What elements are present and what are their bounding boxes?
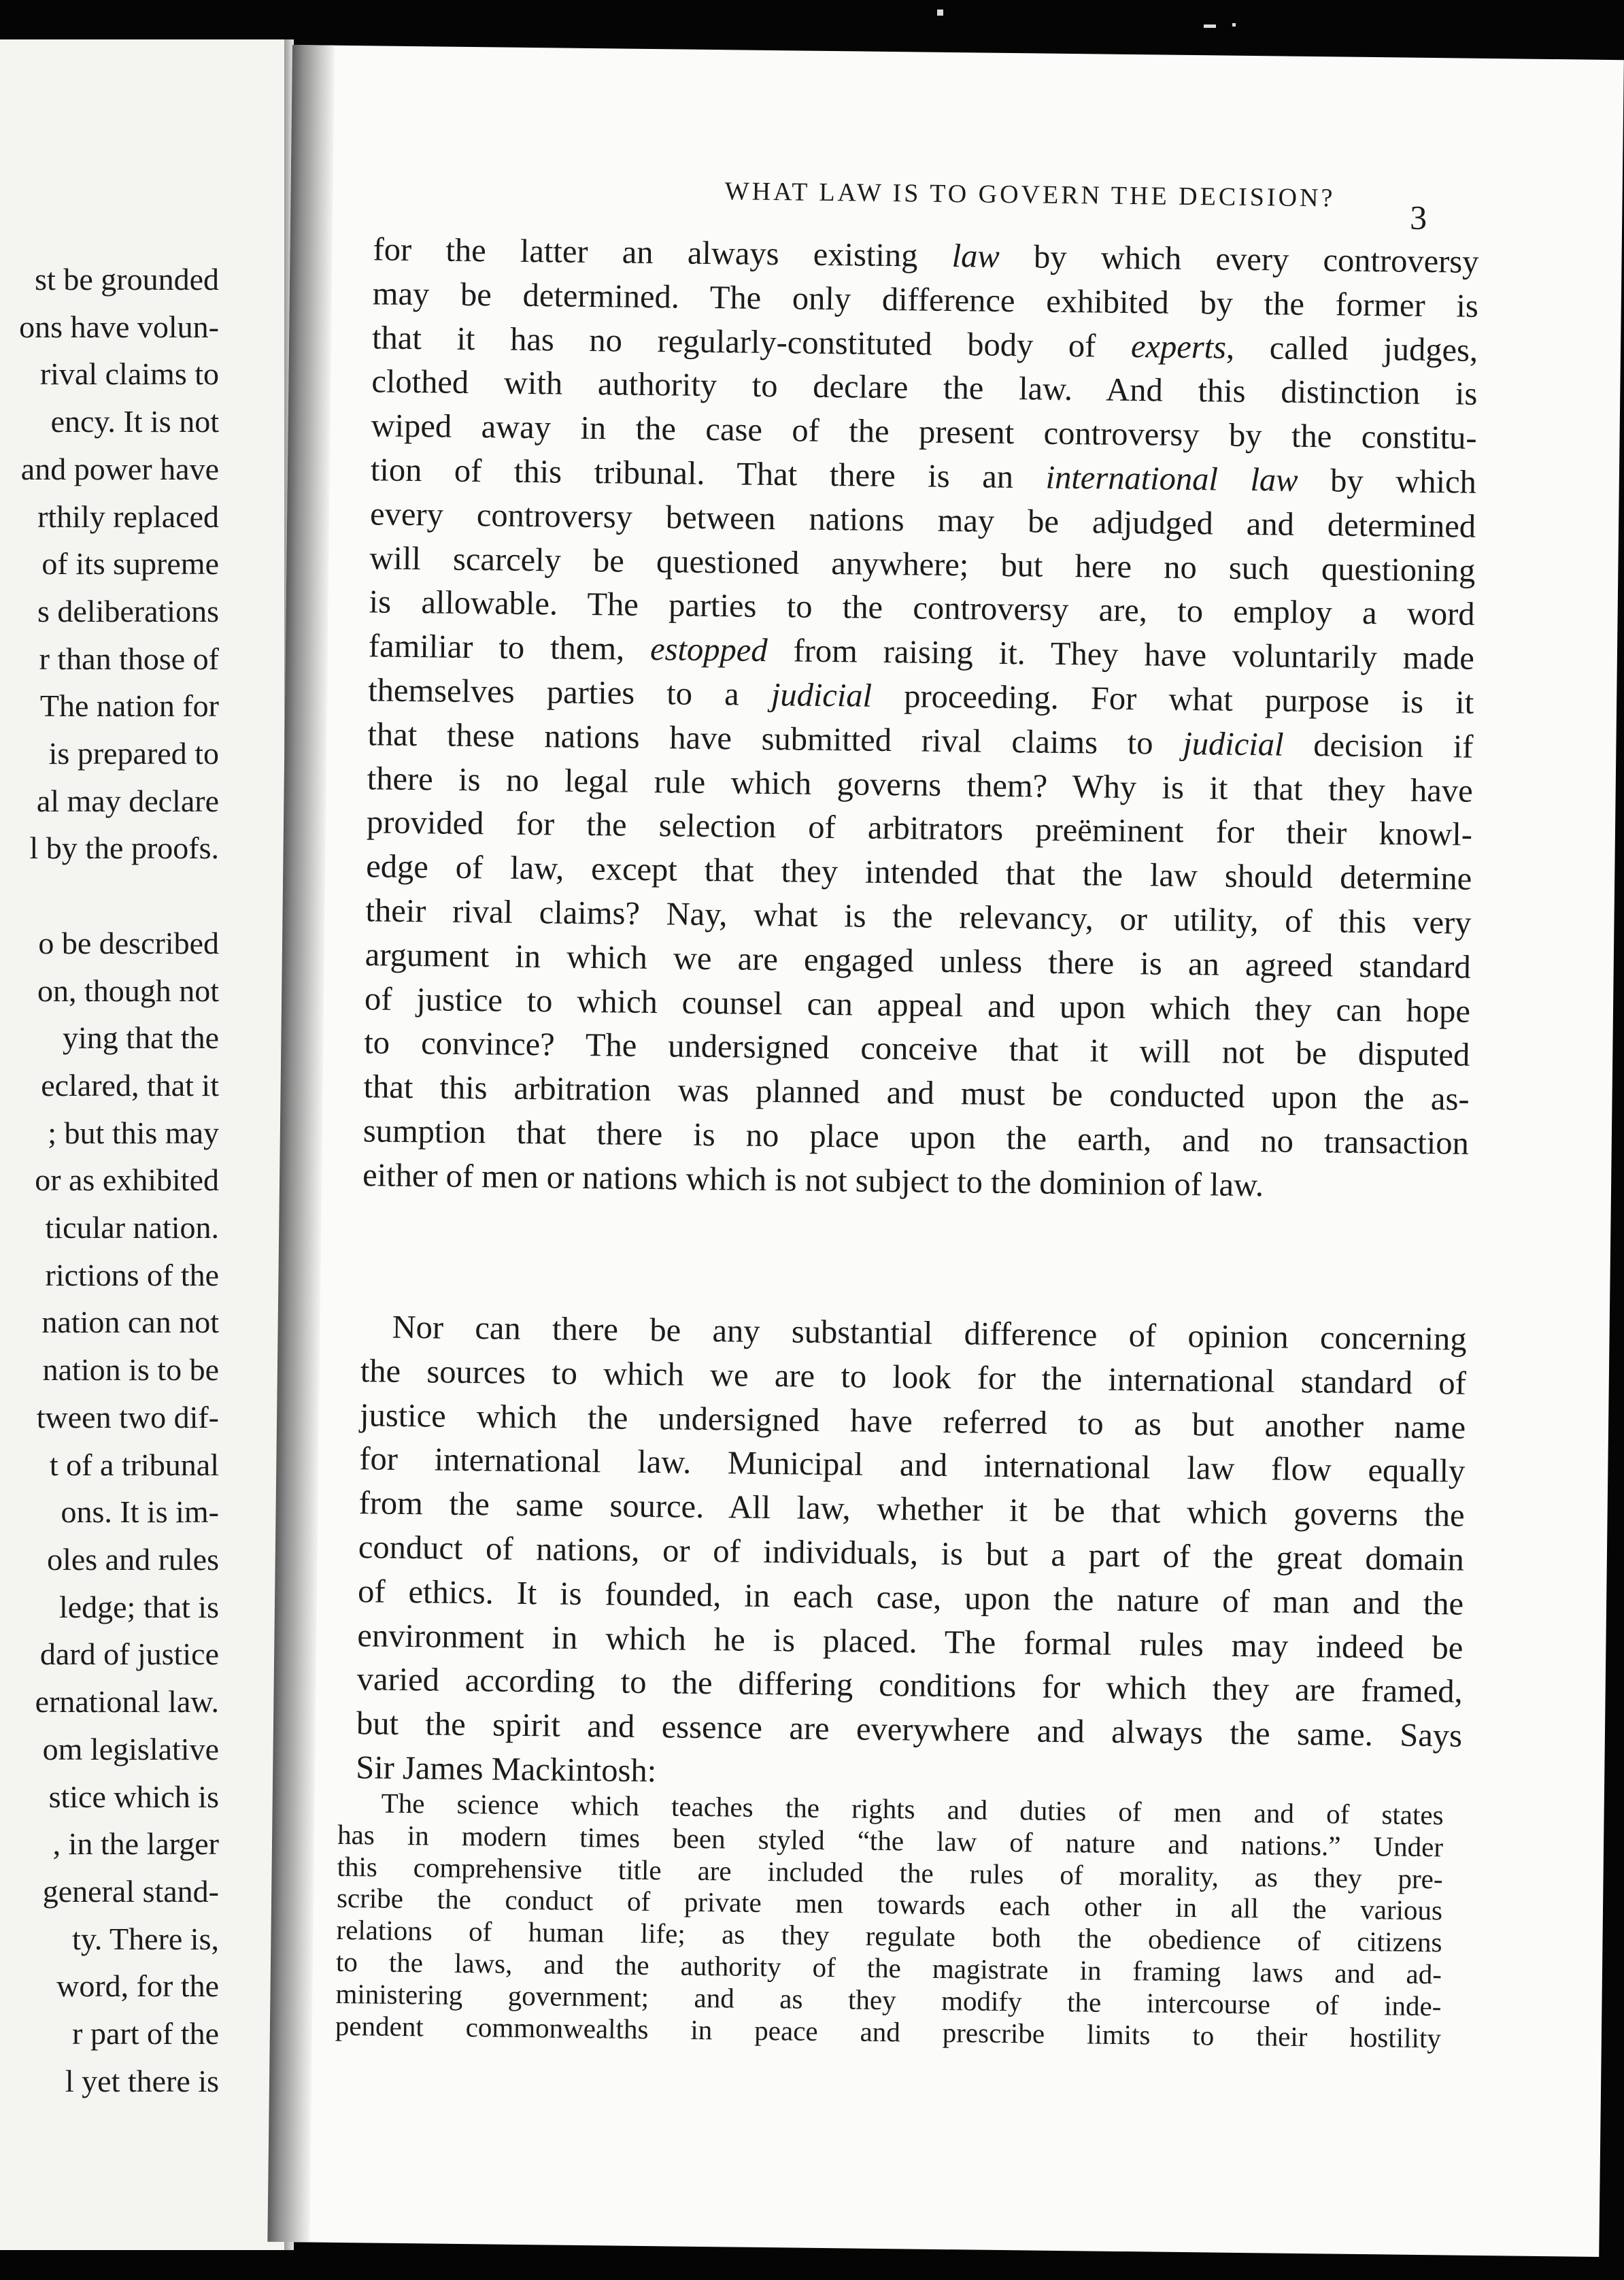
italic-term: international law: [1045, 459, 1298, 499]
facing-page-line: is prepared to: [48, 736, 219, 771]
facing-page-line: rthily replaced: [37, 499, 219, 534]
facing-page-line: eclared, that it: [41, 1067, 219, 1103]
text-run: themselves parties to a: [367, 672, 772, 714]
text-line: Sir James Mackintosh:: [355, 1749, 657, 1790]
facing-page-line: tween two dif-: [36, 1399, 219, 1435]
facing-page-line: om legislative: [42, 1731, 219, 1766]
text-line: of ethics. It is founded, in each case, upon the nature of man and the: [357, 1573, 1464, 1622]
scan-speck: [937, 10, 943, 16]
text-run: by which every controversy: [999, 238, 1479, 280]
quote-line: ministering government; and as they modify the intercourse of inde-: [335, 1977, 1442, 2022]
quote-line: to the laws, and the authority of the magistrate in framing laws and ad-: [335, 1945, 1442, 1990]
block-quote: [335, 1787, 1444, 2054]
facing-page-left: [0, 39, 284, 2250]
facing-page-line: word, for the: [56, 1968, 219, 2004]
facing-page-line: oles and rules: [47, 1541, 219, 1577]
facing-page-line: ledge; that is: [58, 1589, 219, 1624]
facing-page-line: rival claims to: [39, 356, 219, 392]
facing-page-line: The nation for: [39, 688, 219, 724]
text-run: decision if: [1283, 726, 1474, 765]
text-run: from raising it. They have voluntarily made: [767, 633, 1475, 677]
text-run: to convince? The undersigned conceive that it will not be disputed: [364, 1024, 1470, 1074]
text-run: that these nations have submitted rival claims to: [367, 716, 1183, 762]
page-number: 3: [1409, 198, 1427, 237]
facing-page-line: s deliberations: [37, 593, 219, 628]
facing-page-line: on, though not: [37, 973, 219, 1008]
facing-page-line: of its supreme: [41, 546, 219, 582]
facing-page-line: l by the proofs.: [29, 831, 219, 866]
book-page-right: [267, 45, 1624, 2257]
text-run: edge of law, except that they intended that the law should determine: [366, 848, 1472, 897]
scan-speck: [1232, 23, 1236, 27]
text-run: their rival claims? Nay, what is the relevancy, or utility, of this very: [365, 892, 1472, 941]
text-line: justice which the undersigned have referred to as but another name: [359, 1396, 1466, 1446]
facing-page-line: or as exhibited: [35, 1162, 219, 1198]
text-run: sumption that there is no place upon the earth, and no transaction: [362, 1113, 1470, 1162]
text-run: provided for the selection of arbitrators preëminent for their knowl-: [366, 804, 1473, 854]
text-line: for international law. Municipal and international law flow equally: [359, 1441, 1466, 1490]
facing-page-line: ons. It is im-: [61, 1494, 219, 1530]
text-run: may be determined. The only difference exhibited by the former is: [372, 275, 1479, 324]
facing-page-line: nation can not: [41, 1305, 219, 1340]
facing-page-text: [19, 256, 219, 2105]
italic-term: experts: [1130, 328, 1227, 366]
facing-page-line: al may declare: [36, 783, 219, 818]
text-run: will scarcely be questioned anywhere; but here no such questioning: [369, 539, 1476, 589]
facing-page-line: l yet there is: [65, 2063, 219, 2098]
quote-line: has in modern times been styled “the law of nature and nations.” Under: [337, 1818, 1444, 1863]
text-line: environment in which he is placed. The formal rules may indeed be: [357, 1617, 1464, 1666]
facing-page-line: ; but this may: [48, 1115, 219, 1150]
italic-term: judicial: [1183, 725, 1284, 763]
facing-page-line: [19, 872, 219, 920]
text-run: proceeding. For what purpose is it: [871, 677, 1474, 721]
facing-page-line: o be described: [38, 925, 219, 960]
quote-line: scribe the conduct of private men towards each other in all the various: [336, 1882, 1443, 1926]
text-run: argument in which we are engaged unless there is an agreed standard: [365, 937, 1472, 986]
quote-line: pendent commonwealths in peace and prescribe limits to their hostility: [335, 2009, 1442, 2053]
facing-page-line: nation is to be: [42, 1352, 219, 1388]
italic-term: judicial: [771, 677, 873, 714]
text-run: clothed with authority to declare the law. And this distinction is: [371, 363, 1478, 413]
text-run: of justice to which counsel can appeal and upon which they can hope: [364, 980, 1471, 1030]
text-run: tion of this tribunal. That there is an: [370, 452, 1046, 496]
paragraph-1: [362, 228, 1479, 1210]
facing-page-line: st be grounded: [35, 262, 219, 297]
facing-page-line: ying that the: [63, 1020, 219, 1056]
facing-page-line: dard of justice: [39, 1637, 219, 1672]
text-line: conduct of nations, or of individuals, is but a part of the great domain: [358, 1529, 1465, 1578]
paragraph-2: [356, 1305, 1467, 1803]
quote-line: this comprehensive title are included the rules of morality, as they pre-: [337, 1850, 1443, 1894]
scan-speck: [1204, 24, 1216, 28]
italic-term: law: [951, 238, 1000, 275]
text-run: every controversy between nations may be adjudged and determined: [369, 496, 1476, 545]
facing-page-line: t of a tribunal: [49, 1447, 219, 1482]
facing-page-line: ernational law.: [35, 1684, 219, 1720]
text-run: is allowable. The parties to the controversy are, to employ a word: [369, 584, 1475, 633]
quote-line: The science which teaches the rights and duties of men and of states: [381, 1787, 1444, 1831]
text-run: familiar to them,: [368, 628, 651, 668]
facing-page-line: rictions of the: [45, 1257, 219, 1292]
text-run: that this arbitration was planned and must be conducted upon the as-: [363, 1069, 1470, 1118]
facing-page-line: and power have: [20, 451, 219, 486]
facing-page-line: stice which is: [48, 1779, 219, 1814]
facing-page-line: , in the larger: [52, 1826, 219, 1862]
text-run: that it has no regularly-constituted body of: [371, 319, 1132, 365]
text-line: but the spirit and essence are everywhere and always the same. Says: [356, 1705, 1463, 1754]
text-line: the sources to which we are to look for the international standard of: [360, 1353, 1467, 1402]
text-line: from the same source. All law, whether it be that which governs the: [358, 1485, 1465, 1534]
text-line: Nor can there be any substantial difference of opinion concerning: [392, 1309, 1467, 1358]
text-run: , called judges,: [1225, 329, 1478, 369]
text-run: by which: [1298, 462, 1477, 501]
italic-term: estopped: [649, 631, 768, 669]
text-run: either of men or nations which is not subject to the dominion of law.: [362, 1157, 1264, 1204]
facing-page-line: ons have volun-: [19, 309, 219, 344]
facing-page-line: ticular nation.: [45, 1210, 219, 1245]
text-run: for the latter an always existing: [373, 231, 952, 275]
text-line: varied according to the differing conditions for which they are framed,: [356, 1661, 1463, 1711]
facing-page-line: r part of the: [72, 2016, 219, 2051]
facing-page-line: ty. There is,: [72, 1921, 219, 1956]
running-head: WHAT LAW IS TO GOVERN THE DECISION?: [724, 177, 1336, 213]
quote-line: relations of human life; as they regulate both the obedience of citizens: [336, 1914, 1442, 1958]
text-run: wiped away in the case of the present controversy by the constitu-: [371, 407, 1477, 456]
text-run: there is no legal rule which governs them? Why is it that they have: [367, 760, 1473, 809]
facing-page-line: general stand-: [42, 1873, 219, 1909]
facing-page-line: r than those of: [39, 641, 219, 676]
facing-page-line: ency. It is not: [50, 404, 219, 439]
